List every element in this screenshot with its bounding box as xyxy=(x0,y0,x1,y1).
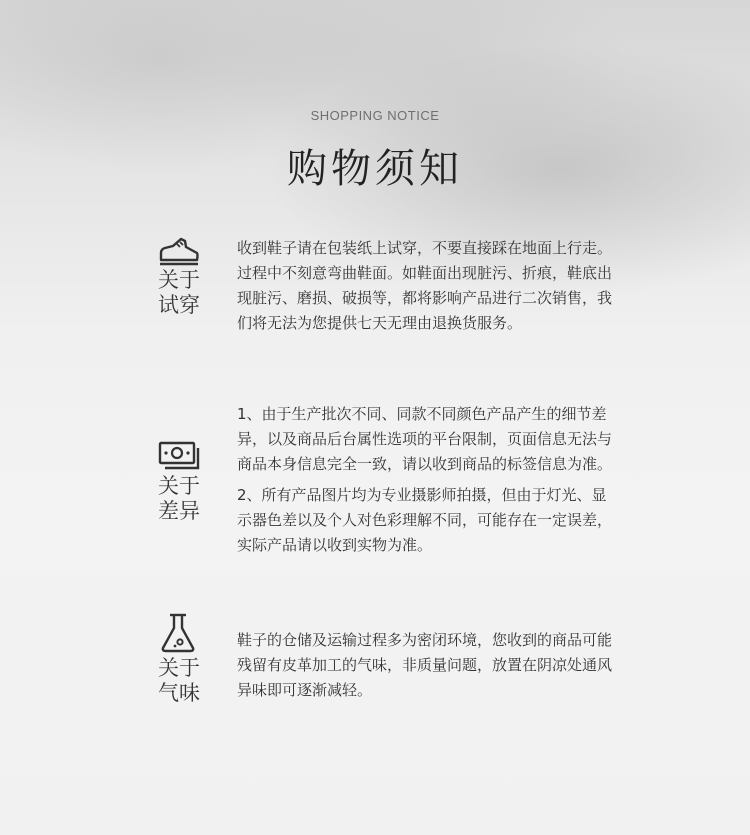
section-label-line1: 关于 xyxy=(158,474,200,498)
header xyxy=(0,108,750,194)
section-label-line2: 试穿 xyxy=(158,293,200,317)
section-label-line2: 差异 xyxy=(158,499,200,523)
eyebrow-text: SHOPPING NOTICE xyxy=(310,108,440,123)
section-label-line1: 关于 xyxy=(158,656,200,680)
section-body xyxy=(237,236,619,342)
section-paragraph: 2、所有产品图片均为专业摄影师拍摄，但由于灯光、显示器色差以及个人对色彩理解不同，可能存在一定误差，实际产品请以收到实物为准。 xyxy=(237,486,613,554)
section-label-block xyxy=(150,236,208,318)
section-paragraph: 鞋子的仓储及运输过程多为密闭环境，您收到的商品可能残留有皮革加工的气味，非质量问题，放置在阴凉处通风异味即可逐渐减轻。 xyxy=(237,631,613,699)
section-body xyxy=(237,402,619,564)
section-paragraph: 1、由于生产批次不同、同款不同颜色产品产生的细节差异，以及商品后台属性选项的平台限制，页面信息无法与商品本身信息完全一致，请以收到商品的标签信息为准。 xyxy=(237,405,613,473)
shoe-icon xyxy=(157,236,201,266)
section-paragraph: 收到鞋子请在包装纸上试穿，不要直接踩在地面上行走。过程中不刻意弯曲鞋面。如鞋面出现脏污、折痕，鞋底出现脏污、磨损、破损等，都将影响产品进行二次销售，我们将无法为您提供七天无理由退换货服务。 xyxy=(237,239,613,332)
section-label-line1: 关于 xyxy=(158,268,200,292)
section-body xyxy=(237,628,619,709)
section-label-block xyxy=(150,440,208,524)
section-label-block xyxy=(150,612,208,706)
page-title: 购物须知 xyxy=(287,146,463,192)
flask-icon xyxy=(157,612,201,654)
section-label-line2: 气味 xyxy=(158,681,200,705)
money-bill-icon xyxy=(157,440,201,472)
